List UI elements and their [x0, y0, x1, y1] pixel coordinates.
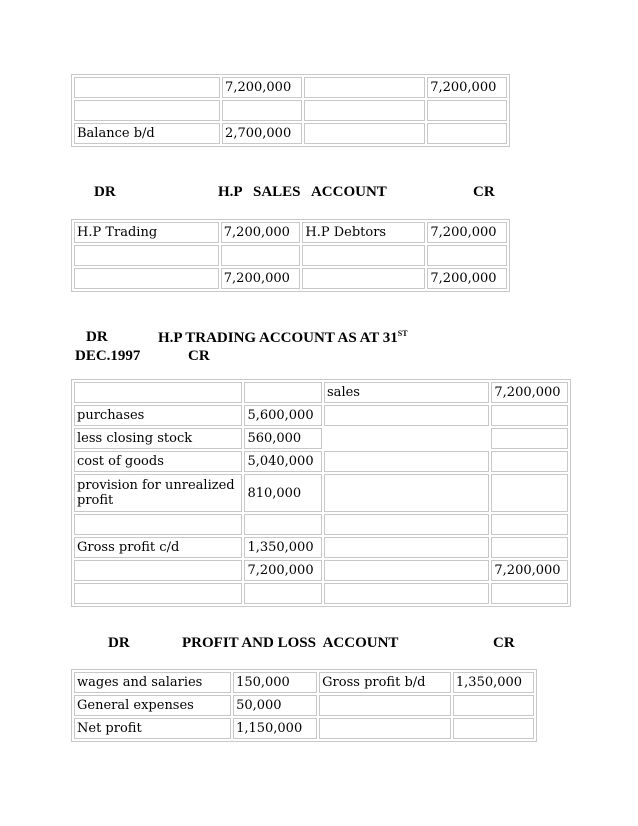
table-cell [491, 451, 568, 472]
table-row [74, 560, 568, 581]
table-cell: 2,700,000 [222, 123, 302, 144]
table-cell: 7,200,000 [221, 268, 301, 289]
table-cell: 1,350,000 [244, 537, 322, 558]
sales-cr-label: CR [473, 184, 495, 200]
table-cell: 5,040,000 [244, 451, 322, 472]
table-row [74, 695, 534, 716]
table-cell [74, 514, 242, 535]
table-cell [74, 245, 219, 266]
table-cell: 810,000 [244, 474, 322, 512]
table-row [74, 222, 507, 243]
balance-table [71, 74, 510, 147]
pl-account-title: PROFIT AND LOSS ACCOUNT [182, 635, 399, 651]
pl-dr-label: DR [108, 635, 130, 651]
table-cell: provision for unrealized profit [74, 474, 242, 512]
table-cell [74, 268, 219, 289]
table-cell: less closing stock [74, 428, 242, 449]
table-cell [302, 268, 425, 289]
table-cell [491, 428, 568, 449]
table-cell [304, 77, 425, 98]
table-cell [319, 718, 451, 739]
table-cell: 7,200,000 [427, 222, 507, 243]
table-cell [324, 474, 489, 512]
table-row [74, 537, 568, 558]
table-row [74, 123, 507, 144]
table-cell: H.P Debtors [302, 222, 425, 243]
table-row [74, 718, 534, 739]
table-cell [324, 428, 489, 449]
profit-loss-table [71, 669, 537, 742]
table-cell [324, 583, 489, 604]
trading-date-label: DEC.1997 [75, 348, 141, 364]
table-cell: 7,200,000 [427, 77, 507, 98]
table-cell [244, 583, 322, 604]
table-cell: 7,200,000 [244, 560, 322, 581]
table-cell: General expenses [74, 695, 231, 716]
table-row [74, 245, 507, 266]
table-cell [304, 100, 425, 121]
table-cell: Net profit [74, 718, 231, 739]
table-cell: 7,200,000 [222, 77, 302, 98]
table-cell [74, 382, 242, 403]
table-cell [74, 560, 242, 581]
table-cell [324, 514, 489, 535]
trading-dr-label: DR [86, 329, 108, 345]
table-row [74, 514, 568, 535]
sales-account-table [71, 219, 510, 292]
table-cell [453, 718, 534, 739]
table-cell [324, 560, 489, 581]
table-row [74, 451, 568, 472]
table-cell [427, 245, 507, 266]
table-cell: 7,200,000 [491, 382, 568, 403]
table-row [74, 428, 568, 449]
table-cell [244, 514, 322, 535]
table-cell: 1,350,000 [453, 672, 534, 693]
table-row [74, 382, 568, 403]
table-cell: 7,200,000 [491, 560, 568, 581]
table-cell [302, 245, 425, 266]
table-cell [324, 537, 489, 558]
table-cell: 560,000 [244, 428, 322, 449]
table-cell [319, 695, 451, 716]
table-cell: 5,600,000 [244, 405, 322, 426]
trading-account-title [158, 329, 408, 347]
table-cell [74, 100, 220, 121]
table-row [74, 100, 507, 121]
table-cell: 7,200,000 [427, 268, 507, 289]
trading-title-text: H.P TRADING ACCOUNT AS AT 31 [158, 330, 398, 346]
table-cell [491, 537, 568, 558]
table-cell [244, 382, 322, 403]
table-row [74, 405, 568, 426]
table-row [74, 77, 507, 98]
table-cell [324, 451, 489, 472]
table-row [74, 474, 568, 512]
table-cell: Balance b/d [74, 123, 220, 144]
table-cell [221, 245, 301, 266]
table-cell: 50,000 [233, 695, 317, 716]
table-cell [304, 123, 425, 144]
table-cell [427, 100, 507, 121]
trading-title-superscript: ST [397, 329, 408, 338]
trading-cr-label: CR [188, 348, 210, 364]
trading-account-table [71, 379, 571, 607]
pl-cr-label: CR [493, 635, 515, 651]
sales-account-title: H.P SALES ACCOUNT [218, 184, 387, 200]
table-cell: sales [324, 382, 489, 403]
table-cell: 1,150,000 [233, 718, 317, 739]
table-cell: Gross profit c/d [74, 537, 242, 558]
table-cell [427, 123, 507, 144]
table-cell [74, 77, 220, 98]
table-cell [491, 583, 568, 604]
table-cell: wages and salaries [74, 672, 231, 693]
table-cell [491, 405, 568, 426]
table-cell [491, 474, 568, 512]
table-cell [74, 583, 242, 604]
table-cell: cost of goods [74, 451, 242, 472]
table-row [74, 583, 568, 604]
table-cell [324, 405, 489, 426]
table-cell: Gross profit b/d [319, 672, 451, 693]
table-row [74, 672, 534, 693]
table-cell [491, 514, 568, 535]
table-cell [222, 100, 302, 121]
table-cell [453, 695, 534, 716]
sales-dr-label: DR [94, 184, 116, 200]
table-row [74, 268, 507, 289]
table-cell: 150,000 [233, 672, 317, 693]
table-cell: 7,200,000 [221, 222, 301, 243]
table-cell: purchases [74, 405, 242, 426]
table-cell: H.P Trading [74, 222, 219, 243]
